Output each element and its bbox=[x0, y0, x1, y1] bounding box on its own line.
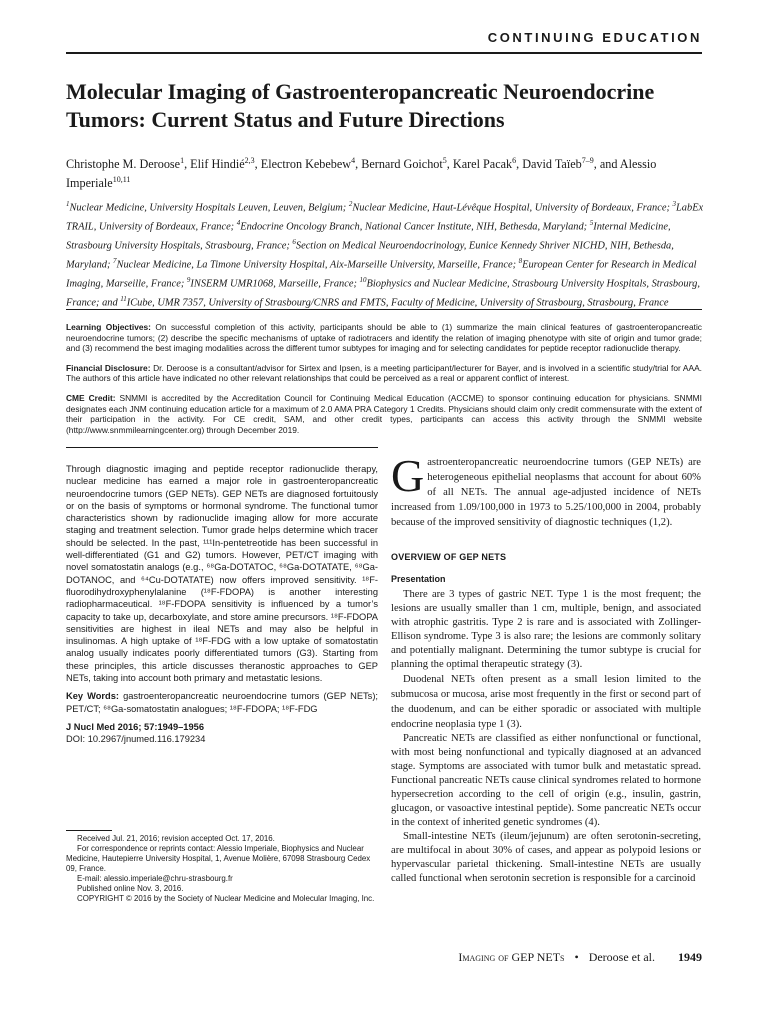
cme-credit-text: SNMMI is accredited by the Accreditation Council for Continuing Medical Education (ACCME) to sponsor continuing education for physicians. SNMMI designates each JNM continuing education article for a maximum of 2.0 AMA PRA Category 1 Credits. Physicians should claim only credit commensurate with the extent of their participation in the activity. For CE credit, SAM, and other credit types, participants can access this activity through the SNMMI website (http://www.snmmilearningcenter.org) through December 2019. bbox=[66, 392, 702, 435]
running-title-sc: Imaging of bbox=[458, 950, 509, 964]
email-link[interactable]: E-mail: alessio.imperiale@chru-strasbourg.fr bbox=[77, 874, 233, 883]
learning-objectives bbox=[66, 322, 702, 354]
doi: DOI: 10.2967/jnumed.116.179234 bbox=[66, 734, 206, 745]
journal-reference: J Nucl Med 2016; 57:1949–1956 bbox=[66, 721, 204, 732]
author-affiliation-sup: 5 bbox=[442, 156, 447, 165]
affiliation-sup: 7 bbox=[113, 256, 117, 265]
author-separator: , bbox=[355, 157, 362, 172]
abstract-divider bbox=[66, 447, 378, 448]
body-paragraph: Small-intestine NETs (ileum/jejunum) are often serotonin-secreting, are multifocal in about 30% of cases, and appear as polypoid lesions or hypervascular parietal thickening. Small-intestine NETs are usually called functional when serotonin secretion is responsible for a carcinoid bbox=[391, 831, 701, 884]
author-name: Electron Kebebew bbox=[260, 157, 352, 172]
financial-disclosure bbox=[66, 363, 702, 384]
key-words-text: gastroenteropancreatic neuroendocrine tumors (GEP NETs); PET/CT; ⁶⁸Ga-somatostatin analogues; ¹⁸F-FDOPA; ¹⁸F-FDG bbox=[66, 691, 378, 714]
author-affiliation-sup: 10,11 bbox=[112, 175, 131, 185]
author-affiliation-sup: 7–9 bbox=[581, 156, 594, 165]
affiliation-text: Section on Medical Neuroendocrinology, Eunice Kennedy Shriver NICHD, NIH, Bethesda, Maryland; bbox=[66, 240, 674, 271]
author-name: and Alessio Imperiale bbox=[66, 157, 657, 191]
intro-text: astroenteropancreatic neuroendocrine tumors (GEP NETs) are heterogeneous epithelial neoplasms that account for about 60% of all NETs. The annual age-adjusted incidence of NETs increased from 1.09/100,000 in 1973 to 5.25/100,000 in 2004, probably because of the improved sensitivity of diagnostic techniques (1,2). bbox=[391, 457, 701, 528]
author-name: Karel Pacak bbox=[452, 157, 513, 172]
affiliation-text: INSERM UMR1068, Marseille, France; bbox=[190, 278, 360, 290]
running-title: GEP NET bbox=[508, 950, 561, 964]
cme-credit-label: CME Credit: bbox=[66, 392, 116, 403]
learning-objectives-text: On successful completion of this activity, participants should be able to (1) summarize the main clinical features of gastroenteropancreatic neuroendocrine tumors; (2) describe the specific mechanisms of uptake of radiotracers and identify the relation of imaging phenotype with site of origin and tumor grade; and (3) recommend the best imaging modalities across the different tumor subtypes for imaging and for selecting candidates for peptide receptor radionuclide therapy. bbox=[66, 322, 702, 354]
footnotes bbox=[66, 834, 378, 904]
affiliation-sup: 10 bbox=[359, 275, 367, 284]
running-title-suffix: s bbox=[560, 950, 565, 964]
affiliation-text: ICube, UMR 7357, University of Strasbourg/CNRS and FMTS, Faculty of Medicine, University of Strasbourg, Strasbourg, France bbox=[126, 297, 669, 309]
affiliation-sup: 5 bbox=[589, 218, 594, 227]
correspondence: For correspondence or reprints contact: Alessio Imperiale, Biophysics and Nuclear Medicine, Hautepierre University Hospital, 1, Avenue Molière, 67098 Strasbourg Cedex 09, France. bbox=[66, 844, 371, 873]
financial-disclosure-label: Financial Disclosure: bbox=[66, 362, 151, 373]
affiliation-text: Endocrine Oncology Branch, National Cancer Institute, NIH, Bethesda, Maryland; bbox=[240, 221, 590, 233]
running-footer bbox=[458, 950, 702, 965]
affiliation-sup: 8 bbox=[518, 256, 523, 265]
top-rule bbox=[66, 52, 702, 54]
body-paragraph: Duodenal NETs often present as a small lesion limited to the submucosa or mucosa, arise most frequently in the first or second part of the duodenum, and can be either sporadic or associated with multiple endocrine neoplasia type 1 (3). bbox=[391, 674, 701, 730]
author-affiliation-sup: 4 bbox=[351, 156, 356, 165]
journal-citation bbox=[66, 721, 378, 733]
author-separator: , bbox=[516, 157, 523, 172]
abstract-text: Through diagnostic imaging and peptide receptor radionuclide therapy, nuclear medicine has earned a major role in gastroenteropancreatic neuroendocrine tumors (GEP NETs). GEP NETs are diagnosed fortuitously or on the basis of symptoms or hormonal syndrome. The functional tumor characteristics shown by radionuclide imaging allow for more accurate staging and treatment selection. Tumor grade helps determine which tracer should be selected. In the past, ¹¹¹In-pentetreotide has been successful in well-differentiated (G1 and G2) tumors. However, PET/CT imaging with novel somatostatin analogs (e.g., ⁶⁸Ga-DOTATOC, ⁶⁸Ga-DOTATATE, ⁶⁸Ga-DOTANOC, and ⁶⁴Cu-DOTATATE) now offers improved sensitivity. ¹⁸F-fluorodihydroxyphenylalanine (¹⁸F-FDOPA) is another interesting radiopharmaceutical. ¹⁸F-FDOPA sensitivity is influenced by a tumor’s capacity to take up, decarboxylate, and store amine precursors. ¹⁸F-FDOPA sensitivities are highest in ileal NETs and may also be helpful in insulinomas. A high uptake of ¹⁸F-FDG with a low uptake of somatostatin analog usually indicates poorly differentiated tumors (G3). Starting from these principles, this article discusses theranostic approaches to GEP NETs, taking into account both primary and metastatic lesions. bbox=[66, 464, 378, 684]
drop-cap: G bbox=[391, 450, 425, 501]
affiliation-sup: 6 bbox=[292, 237, 296, 246]
author-separator: , bbox=[446, 157, 453, 172]
section-label: CONTINUING EDUCATION bbox=[487, 30, 702, 45]
intro-paragraph bbox=[391, 450, 701, 530]
header-divider bbox=[66, 309, 702, 310]
subsection-heading: Presentation bbox=[391, 574, 446, 584]
affiliations bbox=[66, 197, 706, 311]
body-column bbox=[391, 450, 701, 886]
affiliation-sup: 2 bbox=[348, 200, 353, 208]
affiliation-text: Internal Medicine, Strasbourg University Hospitals, Strasbourg, France; bbox=[66, 221, 671, 252]
cme-credit bbox=[66, 393, 702, 435]
affiliation-text: Nuclear Medicine, Haut-Lévêque Hospital, University of Bordeaux, France; bbox=[352, 202, 673, 214]
affiliation-sup: 11 bbox=[120, 294, 127, 303]
affiliation-text: Biophysics and Nuclear Medicine, Strasbourg University Hospitals, Strasbourg, France; and bbox=[66, 278, 700, 309]
author-list bbox=[66, 153, 706, 191]
author-name: Bernard Goichot bbox=[361, 157, 443, 172]
footer-bullet: • bbox=[574, 950, 579, 964]
page-number: 1949 bbox=[678, 950, 702, 964]
affiliation-sup: 4 bbox=[236, 218, 241, 227]
footnote-rule bbox=[66, 830, 112, 831]
author-affiliation-sup: 1 bbox=[180, 156, 185, 165]
key-words-label: Key Words: bbox=[66, 691, 119, 702]
author-name: Christophe M. Deroose bbox=[66, 157, 181, 172]
published-date: Published online Nov. 3, 2016. bbox=[77, 884, 184, 893]
affiliation-text: LabEx TRAIL, University of Bordeaux, France; bbox=[66, 202, 704, 233]
author-separator: , bbox=[254, 157, 261, 172]
author-name: David Taïeb bbox=[522, 157, 582, 172]
learning-objectives-label: Learning Objectives: bbox=[66, 322, 151, 332]
financial-disclosure-text: Dr. Deroose is a consultant/advisor for Sirtex and Ipsen, is a meeting participant/lecturer for Bayer, and is involved in a scientific study/trial for AAA. The authors of this article have indicated no other relevant relationships that could be perceived as a real or apparent conflict of interest. bbox=[66, 362, 703, 384]
author-separator: , bbox=[184, 157, 191, 172]
section-heading: OVERVIEW OF GEP NETS bbox=[391, 552, 507, 562]
key-words bbox=[66, 690, 378, 715]
running-authors: Deroose et al. bbox=[588, 950, 655, 964]
author-separator: , bbox=[593, 157, 600, 172]
affiliation-text: Nuclear Medicine, La Timone University Hospital, Aix-Marseille University, Marseille, France; bbox=[116, 259, 519, 271]
affiliation-text: Nuclear Medicine, University Hospitals Leuven, Leuven, Belgium; bbox=[69, 202, 349, 214]
affiliation-sup: 9 bbox=[186, 275, 191, 284]
affiliation-text: European Center for Research in Medical Imaging, Marseille, France; bbox=[66, 259, 697, 290]
body-paragraph: There are 3 types of gastric NET. Type 1 is the most frequent; the lesions are usually smaller than 1 cm, multiple, benign, and associated with atrophic gastritis. Type 2 is rare and is associated with Zollinger-Ellison syndrome. Type 3 is also rare; the lesions are commonly solitary and potentially malignant. Determining the tumor subtype is crucial for planning the optimal therapeutic strategy (3). bbox=[391, 589, 701, 670]
cme-info bbox=[66, 322, 702, 444]
author-affiliation-sup: 2,3 bbox=[244, 156, 255, 165]
body-paragraph: Pancreatic NETs are classified as either nonfunctional or functional, with most being nonfunctional and typically diagnosed at an advanced stage. Symptoms are associated with tumor bulk and metastatic spread. Functional pancreatic NETs cause clinical syndromes related to hormone hypersecretion according to the cell of origin (e.g., insulin, gastrin, glucagon, or vasoactive intestinal peptide). Some pancreatic NETs occur in the context of inherited genetic syndromes (4). bbox=[391, 733, 701, 828]
received-dates: Received Jul. 21, 2016; revision accepted Oct. 17, 2016. bbox=[77, 834, 275, 843]
affiliation-sup: 3 bbox=[672, 200, 677, 208]
author-affiliation-sup: 6 bbox=[512, 156, 517, 165]
author-name: Elif Hindié bbox=[190, 157, 245, 172]
copyright: COPYRIGHT © 2016 by the Society of Nuclear Medicine and Molecular Imaging, Inc. bbox=[77, 894, 375, 903]
abstract-column bbox=[66, 463, 378, 746]
article-title: Molecular Imaging of Gastroenteropancreatic Neuroendocrine Tumors: Current Status and Future Directions bbox=[66, 79, 655, 132]
affiliation-sup: 1 bbox=[66, 200, 70, 208]
